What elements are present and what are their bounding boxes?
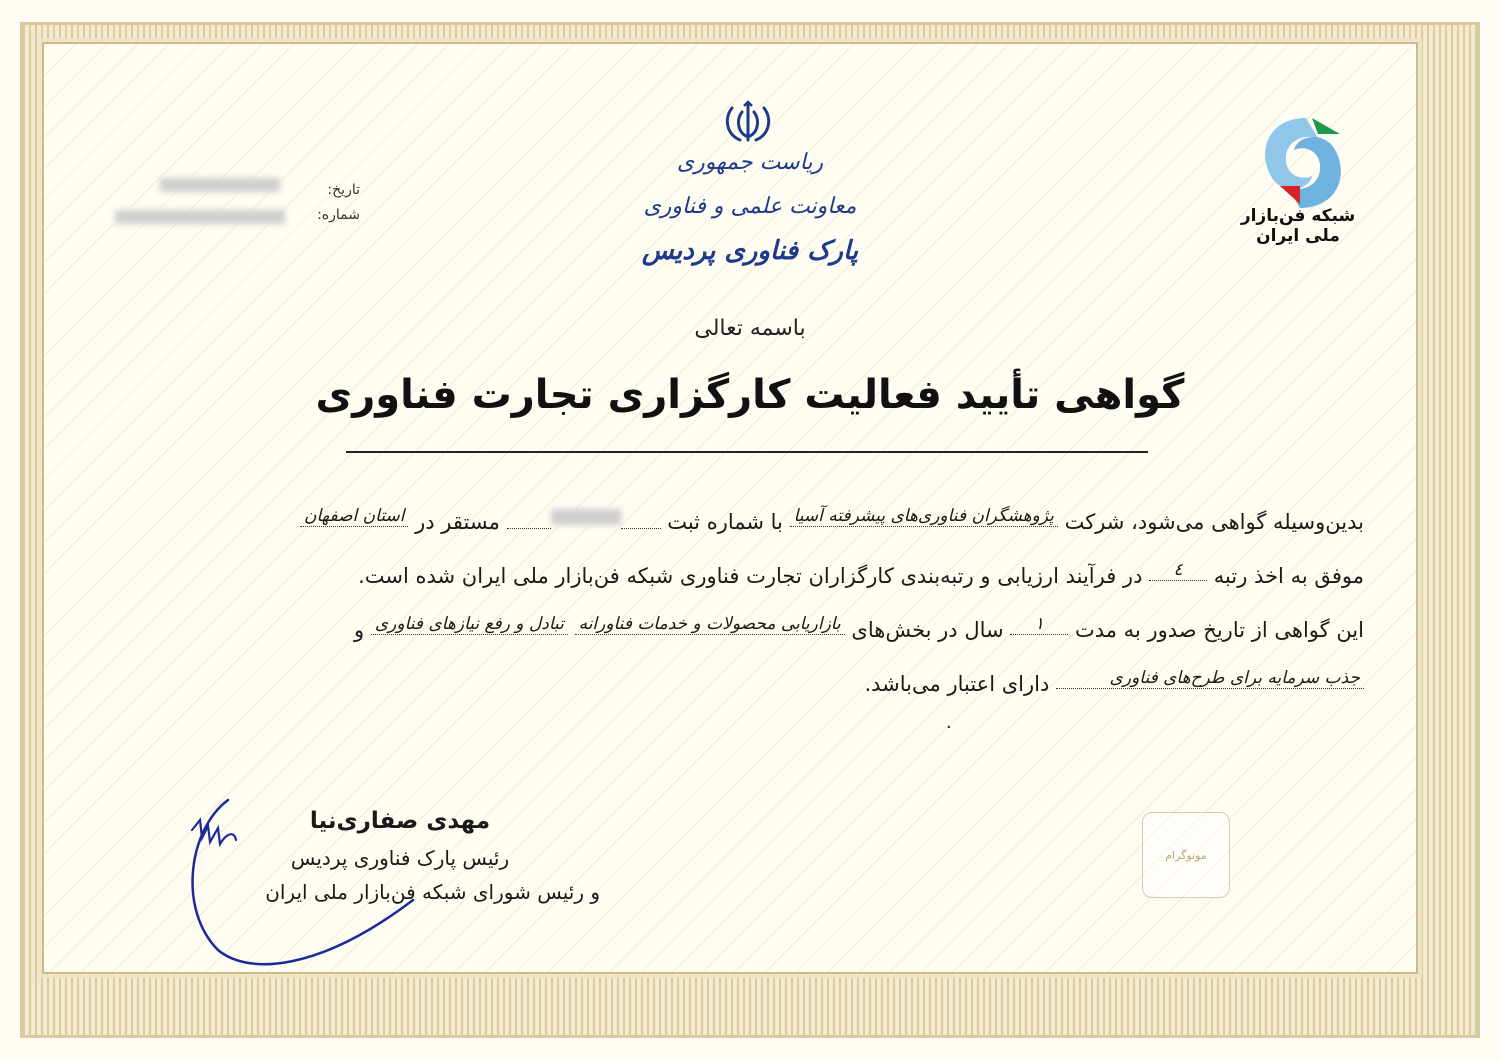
signatory-name: مهدی صفاری‌نیا	[309, 808, 491, 834]
located-label: مستقر در	[415, 510, 500, 534]
section-2-value: تبادل و رفع نیازهای فناوری	[371, 614, 568, 635]
line1-intro: بدین‌وسیله گواهی می‌شود، شرکت	[1064, 510, 1364, 534]
signatory-role-2: و رئیس شورای شبکه فن‌بازار ملی ایران	[265, 880, 600, 904]
body-line-4	[108, 668, 1364, 696]
redacted-date	[160, 178, 280, 192]
date-label: تاریخ:	[327, 182, 360, 198]
gov-line-presidency: ریاست جمهوری	[676, 150, 824, 175]
body-line-2	[108, 560, 1364, 588]
redacted-reg-number	[551, 509, 621, 525]
company-name: پژوهشگران فناوری‌های پیشرفته آسیا	[790, 506, 1058, 527]
duration-value: ١	[1010, 614, 1068, 635]
redacted-number	[115, 210, 285, 224]
body-line-3	[108, 614, 1364, 642]
fanbazar-logo-text: شبکه فن‌بازار ملی ایران	[1240, 206, 1356, 246]
monogram-label: مونوگرام	[1165, 848, 1207, 862]
rank-value: ٤	[1149, 560, 1207, 581]
monogram-stamp	[1142, 812, 1230, 898]
reg-number-dots-2	[507, 528, 551, 529]
line3-prefix: این گواهی از تاریخ صدور به مدت	[1074, 618, 1364, 642]
bismillah-heading: باسمه تعالی	[694, 316, 806, 341]
section-1-value: بازاریابی محصولات و خدمات فناورانه	[575, 614, 845, 635]
signatory-role-1: رئیس پارک فناوری پردیس	[290, 846, 510, 870]
stray-dot: .	[946, 712, 952, 733]
certificate-title: گواهی تأیید فعالیت کارگزاری تجارت فناوری	[315, 372, 1185, 418]
line2-prefix: موفق به اخذ رتبه	[1213, 564, 1364, 588]
reg-number-dots	[621, 528, 661, 529]
title-underline	[346, 451, 1148, 453]
line4-suffix: دارای اعتبار می‌باشد.	[864, 672, 1050, 696]
line2-suffix: در فرآیند ارزیابی و رتبه‌بندی کارگزاران تجارت فناوری شبکه فن‌بازار ملی ایران شده است.	[358, 564, 1143, 588]
iran-emblem-icon	[722, 100, 774, 144]
number-label: شماره:	[317, 207, 360, 223]
line3-and: و	[354, 618, 365, 642]
gov-line-pardis-park: پارک فناوری پردیس	[641, 236, 859, 266]
location-value: استان اصفهان	[300, 506, 408, 527]
reg-number-label: با شماره ثبت	[667, 510, 783, 534]
section-3-value: جذب سرمایه برای طرح‌های فناوری	[1056, 668, 1364, 689]
body-line-1	[108, 506, 1364, 534]
gov-line-vice-presidency: معاونت علمی و فناوری	[643, 194, 857, 219]
line3-middle: سال در بخش‌های	[851, 618, 1004, 642]
